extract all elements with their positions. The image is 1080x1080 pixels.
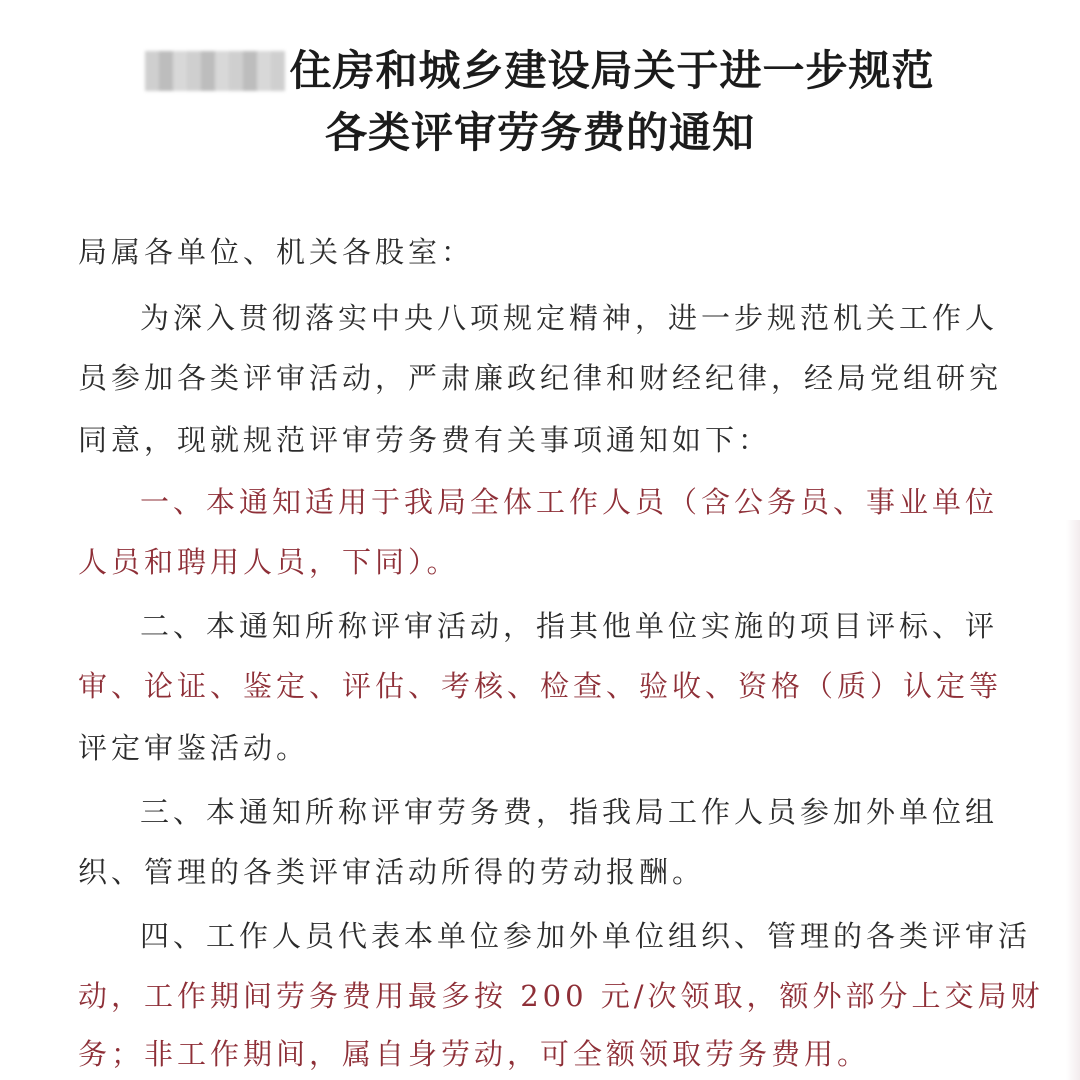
paragraph-4-line-2: 织、管理的各类评审活动所得的劳动报酬。 — [78, 855, 706, 889]
paragraph-3-line-2: 审、论证、鉴定、评估、考核、检查、验收、资格（质）认定等 — [78, 669, 1003, 703]
paragraph-2-line-2: 人员和聘用人员，下同）。 — [78, 545, 460, 579]
paragraph-1-line-1: 为深入贯彻落实中央八项规定精神，进一步规范机关工作人 — [140, 301, 999, 335]
title-text-line1: 住房和城乡建设局关于进一步规范 — [289, 46, 935, 95]
paragraph-5-line-3: 务；非工作期间，属自身劳动，可全额领取劳务费用。 — [78, 1037, 871, 1071]
paragraph-5-line-1: 四、工作人员代表本单位参加外单位组织、管理的各类评审活 — [140, 919, 1032, 953]
paragraph-1-line-2: 员参加各类评审活动，严肃廉政纪律和财经纪律，经局党组研究 — [78, 361, 1003, 395]
redacted-region — [145, 51, 285, 91]
page-edge-shadow — [1066, 520, 1080, 1080]
paragraph-1-line-3: 同意，现就规范评审劳务费有关事项通知如下： — [78, 423, 772, 457]
paragraph-4-line-1: 三、本通知所称评审劳务费，指我局工作人员参加外单位组 — [140, 795, 999, 829]
paragraph-5-line-2: 动，工作期间劳务费用最多按 200 元/次领取，额外部分上交局财 — [78, 979, 1044, 1013]
paragraph-2-line-1: 一、本通知适用于我局全体工作人员（含公务员、事业单位 — [140, 485, 999, 519]
document-title-line2: 各类评审劳务费的通知 — [324, 108, 755, 157]
document-title-line1 — [0, 38, 1080, 98]
salutation: 局属各单位、机关各股室： — [78, 235, 475, 269]
paragraph-3-line-3: 评定审鉴活动。 — [78, 731, 310, 765]
paragraph-3-line-1: 二、本通知所称评审活动，指其他单位实施的项目评标、评 — [140, 609, 999, 643]
